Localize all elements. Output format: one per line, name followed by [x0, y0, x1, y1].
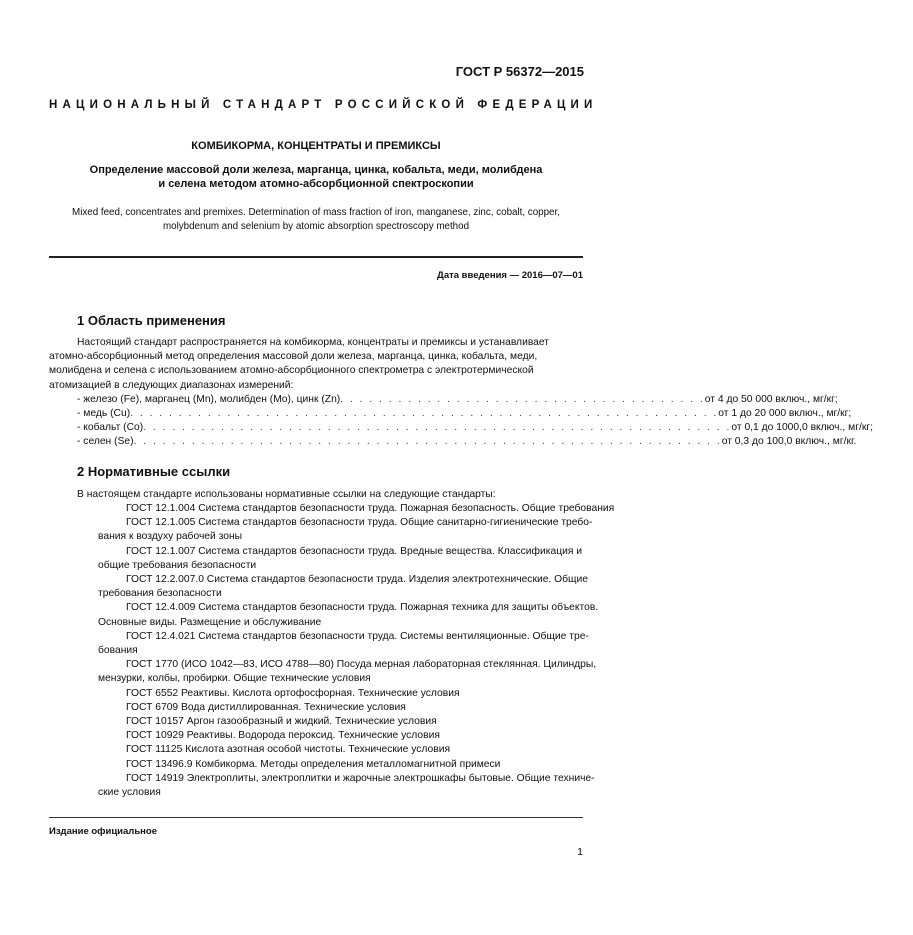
- reference-entry: ГОСТ 12.4.009 Система стандартов безопасности труда. Пожарная техника для защиты объектов.: [126, 602, 599, 614]
- range-value: от 0,1 до 1000,0 включ., мг/кг;: [731, 422, 873, 433]
- document-subtitle: [49, 163, 583, 191]
- introduction-date: Дата введения — 2016—07—01: [437, 270, 583, 281]
- reference-entry-continuation: общие требования безопасности: [98, 559, 257, 571]
- reference-entry-continuation: бования: [98, 645, 138, 657]
- reference-entry: ГОСТ 1770 (ИСО 1042—83, ИСО 4788—80) Посуда мерная лабораторная стеклянная. Цилиндры,: [126, 659, 597, 671]
- paragraph-line: атомно-абсорбционный метод определения массовой доли железа, марганца, цинка, кобальта, меди,: [49, 351, 538, 362]
- reference-entry-continuation: вания к воздуху рабочей зоны: [98, 531, 243, 543]
- section-2-heading: 2 Нормативные ссылки: [77, 464, 231, 479]
- reference-entry-continuation: ские условия: [98, 787, 161, 799]
- edition-label: Издание официальное: [49, 826, 157, 837]
- english-title: [49, 206, 583, 234]
- measurement-range-row: [77, 435, 857, 449]
- reference-entry: ГОСТ 13496.9 Комбикорма. Методы определения металломагнитной примеси: [126, 758, 501, 770]
- references-list: [49, 502, 615, 800]
- reference-entry: ГОСТ 10929 Реактивы. Водорода пероксид. Технические условия: [126, 730, 440, 742]
- references-intro: В настоящем стандарте использованы нормативные ссылки на следующие стандарты:: [77, 489, 496, 500]
- reference-entry: ГОСТ 12.1.004 Система стандартов безопасности труда. Пожарная безопасность. Общие требования: [126, 503, 615, 514]
- leader-dots: . . . . . . . . . . . . . . . . . . . . . . . . . . . . . . . . . . . . . .: [340, 394, 705, 405]
- section-1-heading: 1 Область применения: [77, 313, 226, 328]
- reference-entry: ГОСТ 12.1.005 Система стандартов безопасности труда. Общие санитарно-гигиенические требо-: [126, 517, 593, 529]
- measurement-range-row: [77, 407, 852, 421]
- paragraph-line: молибдена и селена с использованием атомно-абсорбционного спектрометра с электротермической: [49, 365, 534, 376]
- page-number: 1: [577, 846, 583, 858]
- reference-entry: ГОСТ 12.4.021 Система стандартов безопасности труда. Системы вентиляционные. Общие тре-: [126, 630, 589, 642]
- reference-entry: ГОСТ 11125 Кислота азотная особой чистоты. Технические условия: [126, 744, 451, 756]
- english-title-line-1: Mixed feed, concentrates and premixes. Determination of mass fraction of iron, manganese, zinc, cobalt, copper,: [72, 207, 560, 218]
- range-label: - кобальт (Co): [77, 422, 144, 433]
- reference-entry-continuation: мензурки, колбы, пробирки. Общие технические условия: [98, 673, 371, 685]
- range-label: - селен (Se): [77, 436, 134, 447]
- national-standard-heading: НАЦИОНАЛЬНЫЙ СТАНДАРТ РОССИЙСКОЙ ФЕДЕРАЦИИ: [49, 99, 598, 111]
- english-title-line-2: molybdenum and selenium by atomic absorption spectroscopy method: [162, 221, 470, 232]
- reference-entry: ГОСТ 12.1.007 Система стандартов безопасности труда. Вредные вещества. Классификация и: [126, 545, 583, 557]
- reference-entry-continuation: требования безопасности: [98, 588, 222, 600]
- range-label: - медь (Cu): [77, 408, 131, 419]
- measurement-range-row: [77, 393, 838, 407]
- range-value: от 0,3 до 100,0 включ., мг/кг.: [721, 436, 857, 447]
- reference-entry-continuation: Основные виды. Размещение и обслуживание: [98, 616, 322, 628]
- document-title: КОМБИКОРМА, КОНЦЕНТРАТЫ И ПРЕМИКСЫ: [191, 140, 441, 152]
- reference-entry: ГОСТ 6709 Вода дистиллированная. Технические условия: [126, 701, 406, 713]
- reference-entry: ГОСТ 12.2.007.0 Система стандартов безопасности труда. Изделия электротехнические. Общие: [126, 574, 589, 586]
- reference-entry: ГОСТ 10157 Аргон газообразный и жидкий. Технические условия: [126, 716, 437, 728]
- range-label: - железо (Fe), марганец (Mn), молибден (Mo), цинк (Zn): [77, 394, 341, 405]
- range-value: от 1 до 20 000 включ., мг/кг;: [718, 408, 852, 419]
- reference-entry: ГОСТ 14919 Электроплиты, электроплитки и жарочные электрошкафы бытовые. Общие техниче-: [126, 772, 595, 784]
- paragraph-line: Настоящий стандарт распространяется на комбикорма, концентраты и премиксы и устанавливает: [77, 337, 550, 348]
- subtitle-line-1: Определение массовой доли железа, марганца, цинка, кобальта, меди, молибдена: [89, 164, 543, 176]
- leader-dots: . . . . . . . . . . . . . . . . . . . . . . . . . . . . . . . . . . . . . . . . . . . . . . . . . . . . . . . . . . . . .: [130, 408, 719, 419]
- reference-entry: ГОСТ 6552 Реактивы. Кислота ортофосфорная. Технические условия: [126, 687, 460, 699]
- title-divider: [49, 256, 583, 258]
- leader-dots: . . . . . . . . . . . . . . . . . . . . . . . . . . . . . . . . . . . . . . . . . . . . . . . . . . . . . . . . . . . . .: [143, 422, 732, 433]
- footer-divider: [49, 817, 583, 818]
- measurement-range-row: [77, 421, 873, 435]
- gost-code: ГОСТ Р 56372—2015: [455, 64, 584, 79]
- subtitle-line-2: и селена методом атомно-абсорбционной спектроскопии: [158, 178, 474, 190]
- paragraph-line: атомизацией в следующих диапазонах измерений:: [49, 380, 294, 391]
- range-value: от 4 до 50 000 включ., мг/кг;: [704, 394, 838, 405]
- leader-dots: . . . . . . . . . . . . . . . . . . . . . . . . . . . . . . . . . . . . . . . . . . . . . . . . . . . . . . . . . . . . .: [133, 436, 722, 447]
